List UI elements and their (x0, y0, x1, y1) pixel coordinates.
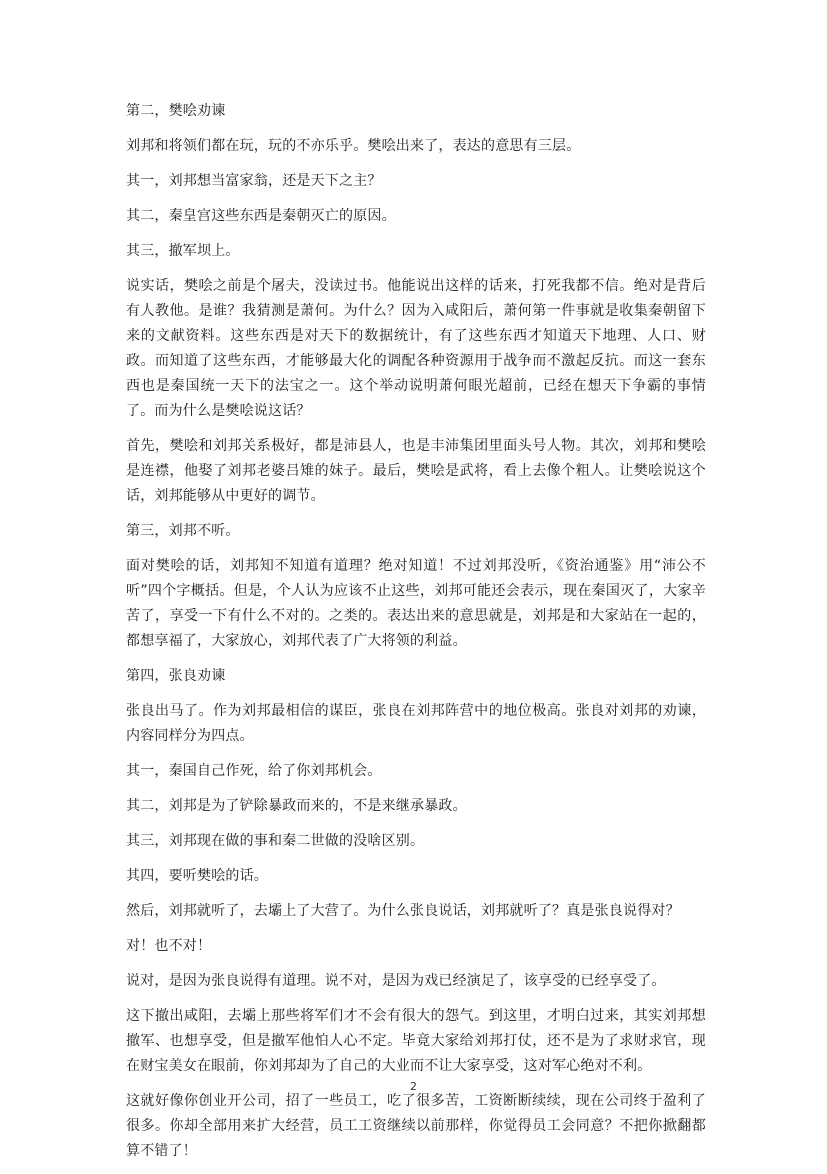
paragraph: 这就好像你创业开公司，招了一些员工，吃了很多苦，工资断断续续，现在公司终于盈利了很多。你却全部用来扩大经营，员工工资继续以前那样，你觉得员工会同意？不把你掀翻都算不错了！ (126, 1093, 706, 1159)
paragraph: 其二，刘邦是为了铲除暴政而来的，不是来继承暴政。 (126, 798, 467, 814)
page-number: 2 (410, 1080, 417, 1093)
paragraph: 第四，张良劝谏 (126, 668, 226, 684)
paragraph: 面对樊哙的话，刘邦知不知道有道理？绝对知道！不过刘邦没听，《资治通鉴》用“沛公不听”四个字概括。但是，个人认为应该不止这些，刘邦可能还会表示，现在秦国灭了，大家辛苦了，享受一下有什么不对的。之类的。表达出来的意思就是，刘邦是和大家站在一起的，都想享福了，大家放心，刘邦代表了广大将领的利益。 (126, 558, 706, 649)
paragraph: 张良出马了。作为刘邦最相信的谋臣，张良在刘邦阵营中的地位极高。张良对刘邦的劝谏，内容同样分为四点。 (126, 703, 706, 744)
paragraph: 这下撤出咸阳，去壩上那些将军们才不会有很大的怨气。到这里，才明白过来，其实刘邦想撤军、也想享受，但是撤军他怕人心不定。毕竟大家给刘邦打仗，还不是为了求财求官，现在财宝美女在眼前，你刘邦却为了自己的大业而不让大家享受，这对军心绝对不利。 (126, 1008, 706, 1074)
paragraph: 然后，刘邦就听了，去壩上了大营了。为什么张良说话，刘邦就听了？真是张良说得对？ (126, 903, 680, 919)
paragraph: 说实话，樊哙之前是个屠夫，没读过书。他能说出这样的话来，打死我都不信。绝对是背后有人教他。是谁？我猜测是萧何。为什么？因为入咸阳后，萧何第一件事就是收集秦朝留下来的文献资料。这些东西是对天下的数据统计，有了这些东西才知道天下地理、人口、财政。而知道了这些东西，才能够最大化的调配各种资源用于战争而不激起反抗。而这一套东西也是秦国统一天下的法宝之一。这个举动说明萧何眼光超前，已经在想天下争霸的事情了。而为什么是樊哙说这话？ (126, 278, 706, 419)
paragraph: 其三，刘邦现在做的事和秦二世做的没啥区别。 (126, 833, 425, 849)
paragraph: 对！也不对！ (126, 938, 212, 954)
paragraph: 刘邦和将领们都在玩，玩的不亦乐乎。樊哙出来了，表达的意思有三层。 (126, 138, 581, 154)
paragraph: 其三，撤军坝上。 (126, 243, 240, 259)
paragraph: 说对，是因为张良说得有道理。说不对，是因为戏已经演足了，该享受的已经享受了。 (126, 973, 666, 989)
paragraph: 其一，秦国自己作死，给了你刘邦机会。 (126, 763, 382, 779)
paragraph: 其一，刘邦想当富家翁，还是天下之主？ (126, 173, 382, 189)
paragraph: 其四，要听樊哙的话。 (126, 868, 268, 884)
paragraph: 首先，樊哙和刘邦关系极好，都是沛县人，也是丰沛集团里面头号人物。其次，刘邦和樊哙是连襟，他娶了刘邦老婆吕雉的妹子。最后，樊哙是武将，看上去像个粗人。让樊哙说这个话，刘邦能够从中更好的调节。 (126, 438, 706, 504)
paragraph: 其二，秦皇宫这些东西是秦朝灭亡的原因。 (126, 208, 396, 224)
paragraph: 第二，樊哙劝谏 (126, 103, 226, 119)
paragraph: 第三，刘邦不听。 (126, 523, 240, 539)
document-body (126, 99, 706, 1174)
